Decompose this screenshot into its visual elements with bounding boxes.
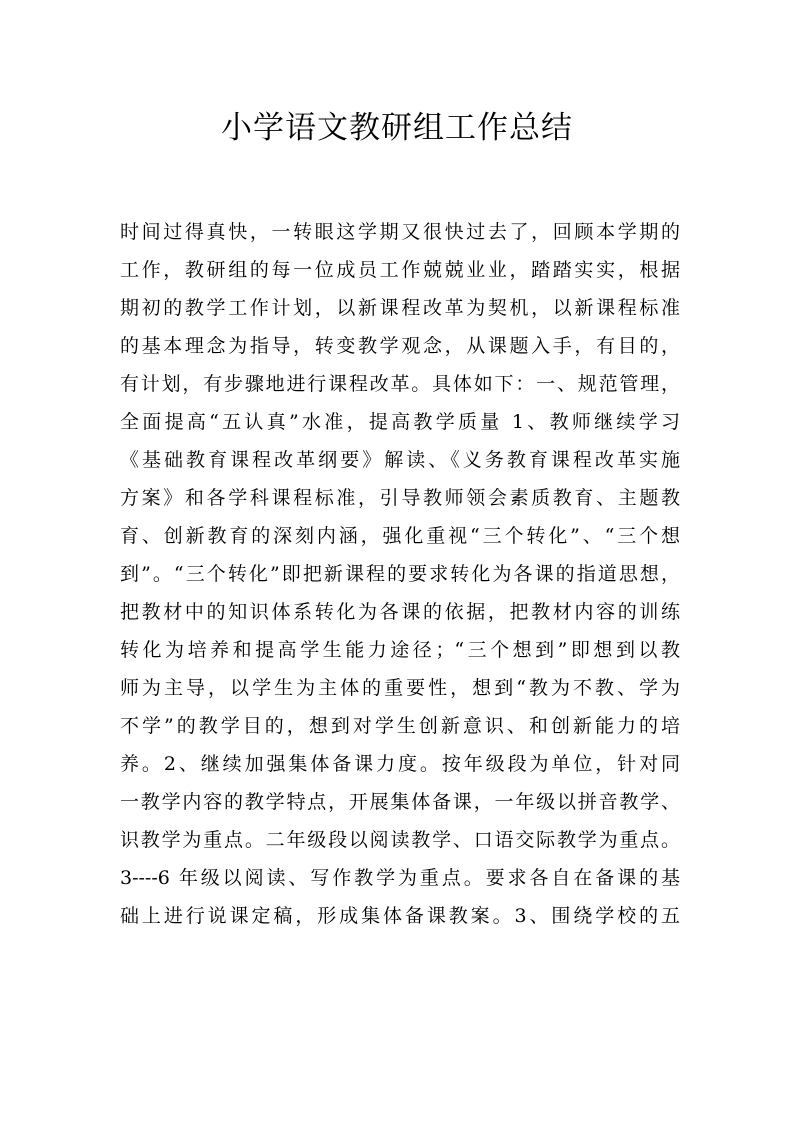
body-line: 不学”的教学目的，想到对学生创新意识、和创新能力的培 xyxy=(120,715,680,737)
body-line: 础上进行说课定稿，形成集体备课教案。3、围绕学校的五 xyxy=(120,905,680,927)
body-line: 方案》和各学科课程标准，引导教师领会素质教育、主题教 xyxy=(120,487,680,509)
body-line: 3----6 年级以阅读、写作教学为重点。要求各自在备课的基 xyxy=(120,867,680,889)
body-line: 把教材中的知识体系转化为各课的依据，把教材内容的训练 xyxy=(120,601,680,623)
document-body xyxy=(120,213,680,935)
body-line: 育、创新教育的深刻内涵，强化重视“三个转化”、“三个想 xyxy=(120,525,680,547)
body-line: 到”。“三个转化”即把新课程的要求转化为各课的指道思想， xyxy=(120,563,680,585)
body-line: 一教学内容的教学特点，开展集体备课，一年级以拼音教学、 xyxy=(120,791,680,813)
body-line: 识教学为重点。二年级段以阅读教学、口语交际教学为重点。 xyxy=(120,829,680,851)
body-line: 师为主导，以学生为主体的重要性，想到“教为不教、学为 xyxy=(120,677,680,699)
body-line: 期初的教学工作计划，以新课程改革为契机，以新课程标准 xyxy=(120,297,680,319)
body-line: 有计划，有步骤地进行课程改革。具体如下：一、规范管理， xyxy=(120,373,680,395)
body-line: 全面提高“五认真”水准，提高教学质量 1、教师继续学习 xyxy=(120,411,680,433)
document-title: 小学语文教研组工作总结 xyxy=(221,110,573,146)
body-line: 工作，教研组的每一位成员工作兢兢业业，踏踏实实，根据 xyxy=(120,259,680,281)
body-line: 转化为培养和提高学生能力途径；“三个想到”即想到以教 xyxy=(120,639,680,661)
body-line: 《基础教育课程改革纲要》解读、《义务教育课程改革实施 xyxy=(120,449,680,471)
body-line: 养。2、继续加强集体备课力度。按年级段为单位，针对同 xyxy=(120,753,680,775)
body-line: 时间过得真快，一转眼这学期又很快过去了，回顾本学期的 xyxy=(120,221,680,243)
body-line: 的基本理念为指导，转变教学观念，从课题入手，有目的， xyxy=(120,335,680,357)
